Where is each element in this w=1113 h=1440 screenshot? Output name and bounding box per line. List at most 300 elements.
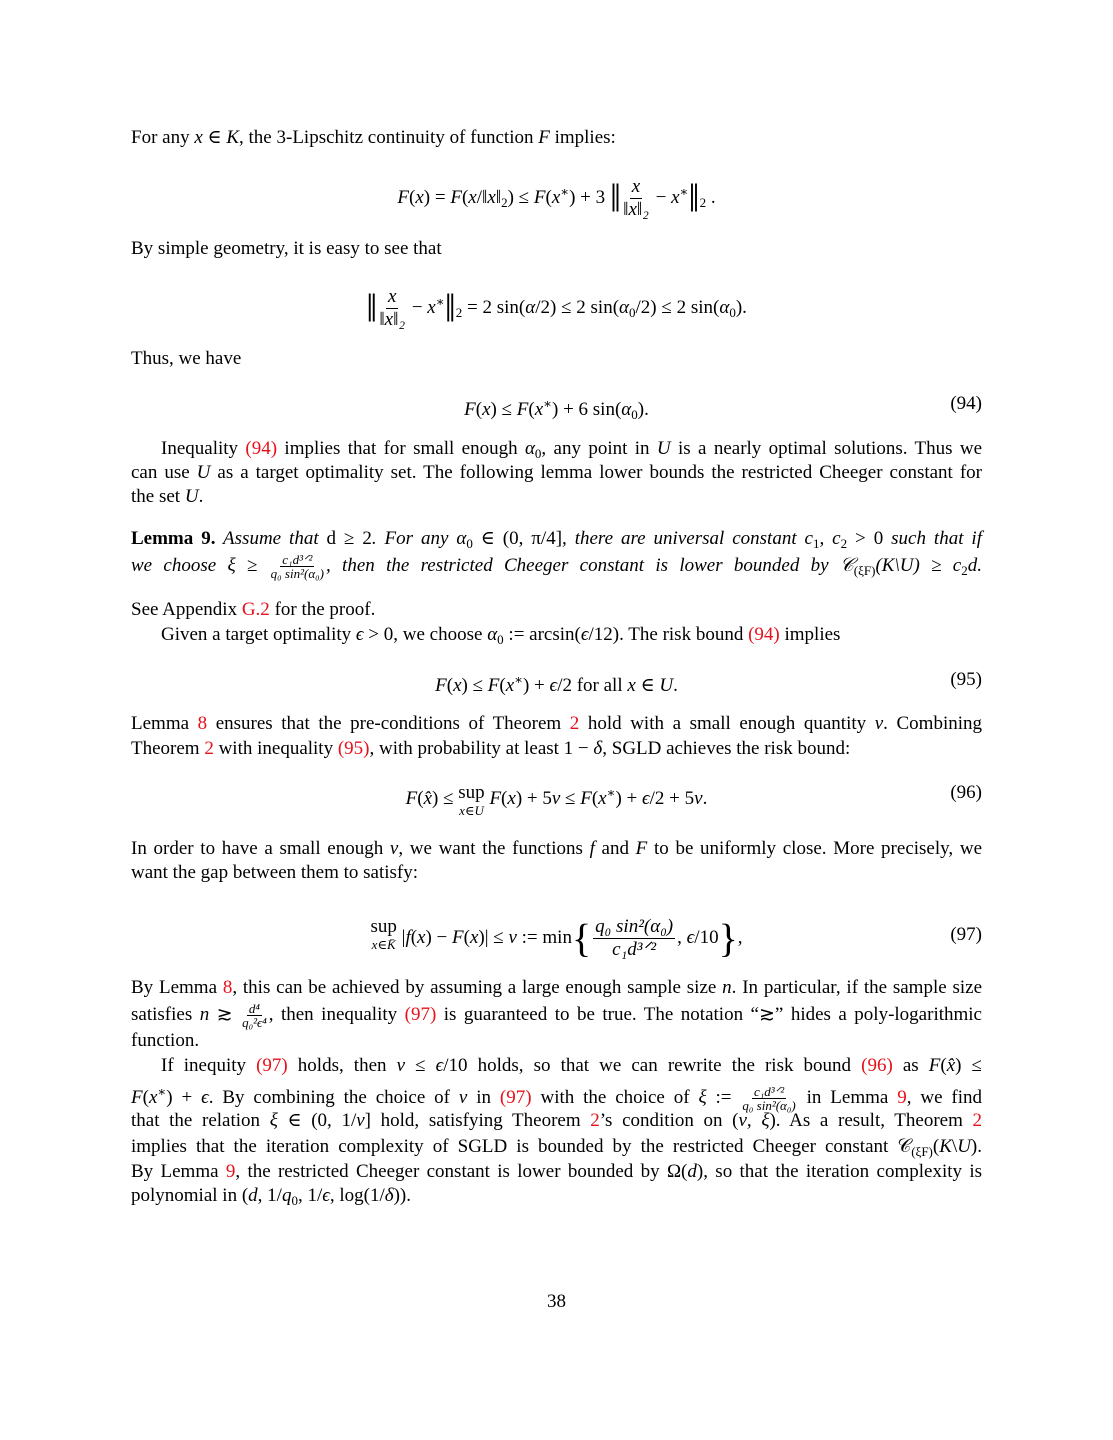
fraction-numerator: q₀ sin²(α₀) (595, 916, 674, 937)
text: Lemma (131, 713, 198, 734)
text: /10 (694, 926, 719, 948)
math-text: ϵ (549, 675, 558, 696)
math-text: F (489, 788, 502, 809)
text: ) + 3 (569, 186, 610, 208)
text-line (131, 599, 982, 621)
cross-reference-link[interactable]: 2 (569, 713, 580, 734)
text: By simple geometry, it is easy to see that (131, 238, 442, 259)
text: ∈ (202, 127, 227, 148)
text: polynomial in ( (131, 1185, 249, 1206)
text: ) = (423, 186, 451, 208)
math-text: K (226, 127, 240, 148)
equation-number: (97) (950, 924, 982, 945)
fraction-denominator: q₀ sin²(α₀) (270, 566, 324, 581)
text: implies (779, 624, 841, 645)
math-text: F (487, 675, 500, 696)
fraction (379, 286, 405, 331)
math-text: ϵ (580, 624, 589, 645)
text: )| ≤ (478, 926, 509, 948)
math-text: ν (551, 788, 561, 809)
cross-reference-link[interactable]: 2 (590, 1110, 600, 1131)
fraction-denominator: ‖x‖₂ (379, 309, 406, 330)
fraction-denominator: ‖x‖₂ (623, 199, 649, 220)
text: ). As a result, Theorem (769, 1110, 973, 1131)
math-text: x (671, 186, 680, 208)
math-text: x (487, 186, 496, 208)
cross-reference-link[interactable]: (97) (404, 1003, 437, 1025)
text: . (673, 675, 678, 696)
math-text: c (804, 528, 813, 549)
text-line (131, 1185, 982, 1212)
fraction-numerator: d⁴ (248, 1001, 260, 1016)
bold-label: Lemma 9. (131, 528, 216, 549)
math-text: α (619, 296, 630, 318)
math-text: x (194, 127, 203, 148)
text: − (407, 296, 428, 318)
text: ) + 6 sin( (552, 399, 622, 420)
fraction (271, 553, 324, 580)
superscript: ∗ (543, 396, 552, 411)
text: \ (951, 1136, 958, 1157)
delimiter: ‖ (444, 285, 456, 331)
text: , log(1/ (329, 1185, 385, 1206)
text: implies: (549, 127, 616, 148)
cross-reference-link[interactable]: (97) (256, 1055, 288, 1076)
text: ( (461, 186, 469, 208)
text: ∈ (635, 675, 660, 696)
operator-subscript: x∈U (459, 803, 484, 818)
display-equation (131, 669, 982, 697)
text: satisfies (131, 1003, 200, 1025)
delimiter: { (571, 915, 592, 961)
math-text: x̂ (423, 788, 433, 809)
math-text: ν (694, 788, 703, 809)
math-text: , then the restricted Cheeger constant is lower bounded by 𝒞 (326, 554, 854, 576)
text: − (650, 186, 672, 208)
text: , (737, 926, 743, 948)
math-text: F (635, 838, 648, 859)
math-text: F (435, 675, 447, 696)
cross-reference-link[interactable]: 2 (972, 1110, 983, 1131)
math-text: , c (819, 528, 841, 549)
math-text: ν (874, 713, 884, 734)
text: want the gap between them to satisfy: (131, 862, 419, 883)
equation-body (370, 915, 743, 961)
equation-number: (94) (950, 393, 982, 414)
text: If inequity (161, 1055, 257, 1076)
math-text: U (656, 438, 671, 459)
text: ). (735, 296, 747, 318)
text-line (131, 1030, 982, 1052)
text-line (131, 624, 982, 651)
math-text: ν, ξ (738, 1110, 770, 1131)
subscript: 1 (812, 536, 820, 551)
cross-reference-link[interactable]: 8 (197, 713, 208, 734)
text: ), so that the iteration complexity is (696, 1161, 982, 1182)
cross-reference-link[interactable]: (95) (337, 738, 370, 759)
math-text: δ (593, 738, 603, 759)
text: ) + (522, 675, 550, 696)
math-text: F (580, 788, 592, 809)
math-text: x (148, 1087, 158, 1108)
math-text: U (957, 1136, 971, 1157)
text-line (131, 977, 982, 999)
text: ensures that the pre-conditions of Theorem (207, 713, 570, 734)
math-text: F (533, 186, 546, 208)
text: , (677, 926, 687, 948)
equation-body (464, 396, 649, 422)
superscript: ∗ (560, 183, 570, 199)
text: ( (446, 675, 454, 696)
equation-body (366, 285, 747, 331)
text-line (131, 1110, 982, 1132)
math-text: . For any (371, 528, 457, 549)
math-text: x (468, 186, 477, 208)
text: ( (932, 1136, 940, 1157)
text: , any point in (541, 438, 657, 459)
cross-reference-link[interactable]: 9 (225, 1161, 236, 1182)
subscript: 0 (729, 304, 736, 320)
text: ’s condition on ( (599, 1110, 739, 1131)
text-line (131, 862, 982, 884)
text: /2) ≤ 2 sin( (535, 296, 620, 318)
text: Given a target optimality (161, 624, 356, 645)
text: ( (475, 399, 483, 420)
math-text: U (184, 486, 199, 507)
text: /2) ≤ 2 sin( (635, 296, 720, 318)
display-equation (131, 393, 982, 426)
math-text: F (131, 1087, 143, 1108)
subscript: 0 (631, 407, 638, 422)
delimiter: } (718, 915, 738, 961)
display-equation (131, 176, 982, 221)
page-number: 38 (547, 1291, 566, 1312)
text: to be uniformly close. More precisely, we (647, 838, 982, 859)
math-text: F (538, 127, 550, 148)
math-text: α (456, 528, 467, 549)
math-text: K (939, 1136, 952, 1157)
text: , we find (906, 1087, 983, 1108)
text-line (131, 486, 982, 508)
cross-reference-link[interactable]: G.2 (241, 599, 270, 620)
subscript: 2 (501, 194, 508, 210)
text: as a target optimality set. The following lemma lower bounds the restricted Cheeger constant for (210, 462, 982, 483)
text: , then inequality (268, 1003, 405, 1025)
fraction (242, 1002, 267, 1029)
equation-body (435, 672, 678, 696)
math-text: ϵ (201, 1087, 209, 1108)
fraction-denominator: c₁d³ᐟ² (612, 939, 657, 960)
text-line (131, 238, 982, 260)
text: as (892, 1055, 929, 1076)
operator: sup (458, 782, 485, 803)
math-text: x̂ (946, 1055, 956, 1076)
math-text: ν (356, 1110, 365, 1131)
delimiter: ‖ (366, 285, 378, 331)
math-text: ϵ (686, 926, 695, 948)
math-text: x (627, 675, 636, 696)
display-equation (131, 286, 982, 331)
text: ( (940, 1055, 947, 1076)
text: d ≥ 2 (326, 528, 372, 549)
text: in (467, 1087, 500, 1108)
math-text: x (417, 926, 426, 948)
text-line (131, 1081, 982, 1112)
cross-reference-link[interactable]: (96) (861, 1055, 893, 1076)
text: ( (501, 788, 508, 809)
text: , with probability at least 1 − (369, 738, 594, 759)
math-text: U (196, 462, 211, 483)
text: , SGLD achieves the risk bound: (602, 738, 851, 759)
math-text: ϵ (355, 624, 364, 645)
fraction-numerator: x (387, 286, 397, 307)
math-text: x (453, 675, 462, 696)
math-text: q (281, 1185, 292, 1206)
text: /‖ (476, 186, 488, 208)
text: See Appendix (131, 599, 242, 620)
text: | (396, 926, 406, 948)
text: that the relation (131, 1110, 270, 1131)
text-line (131, 738, 982, 760)
text: ≤ (560, 788, 581, 809)
text: the set (131, 486, 185, 507)
text: /12). The risk bound (588, 624, 749, 645)
text: ( (417, 788, 424, 809)
text: = 2 sin( (462, 296, 526, 318)
math-text: ξ (269, 1110, 278, 1131)
math-text: ν (458, 1087, 468, 1108)
math-text: x (598, 788, 607, 809)
operator-with-limits (458, 782, 484, 818)
math-text: (K\U) ≥ c (875, 554, 962, 576)
fraction-numerator: c₁d³ᐟ² (282, 552, 313, 567)
text: . (706, 186, 716, 208)
text: ( (463, 926, 470, 948)
math-text: n (199, 1003, 210, 1025)
superscript: ∗ (514, 672, 523, 687)
equation-number: (96) (950, 782, 982, 803)
math-text: f (405, 926, 411, 948)
text: and (594, 838, 636, 859)
display-equation (131, 916, 982, 961)
text: implies that the iteration complexity of SGLD is bounded by the restricted Cheeger constant 𝒞 (131, 1136, 912, 1157)
math-text: α (525, 296, 536, 318)
text: . Combining (883, 713, 983, 734)
text: By Lemma (131, 977, 223, 998)
superscript: ∗ (606, 785, 616, 800)
text: . By combining the choice of (208, 1087, 459, 1108)
math-text: ϵ (642, 788, 650, 809)
math-text: U (659, 675, 674, 696)
cross-reference-link[interactable]: 8 (222, 977, 233, 998)
math-text: x (469, 926, 479, 948)
text: ( (499, 675, 506, 696)
cross-reference-link[interactable]: 9 (897, 1087, 907, 1108)
text-line (131, 713, 982, 735)
math-text: ν (389, 838, 399, 859)
text-line (131, 127, 982, 149)
text: ) + (615, 788, 642, 809)
fraction-numerator: c₁d³ᐟ² (754, 1084, 785, 1100)
text: /2 for all (557, 675, 628, 696)
subscript: (ξF) (853, 562, 876, 578)
math-text: α (621, 399, 632, 420)
math-text: ν (396, 1055, 406, 1076)
text: holds, then (287, 1055, 397, 1076)
math-text: ν (508, 926, 517, 948)
subscript: 0 (291, 1193, 298, 1208)
superscript: ∗ (435, 293, 445, 309)
fraction-numerator: x (631, 176, 641, 197)
text: := (706, 1087, 741, 1108)
operator: sup (370, 916, 397, 937)
math-text: F (397, 186, 410, 208)
text: )). (393, 1185, 412, 1206)
math-text: d (687, 1161, 697, 1182)
subscript: 0 (534, 446, 542, 461)
text-line (131, 348, 982, 370)
math-text: x (551, 186, 561, 208)
equation-body (405, 782, 708, 818)
text: ∈ (0, π/4] (472, 528, 563, 549)
math-text: F (516, 399, 529, 420)
math-text: x (415, 186, 424, 208)
math-text: x (427, 296, 436, 318)
text-line (131, 438, 982, 465)
fraction (742, 1085, 795, 1112)
subscript: 0 (497, 632, 504, 647)
text: , 1/ (297, 1185, 323, 1206)
text: ). (970, 1136, 982, 1157)
subscript: 2 (840, 536, 848, 551)
text: , the restricted Cheeger constant is lower bounded by Ω( (235, 1161, 688, 1182)
text: , this can be achieved by assuming a large enough sample size (232, 977, 723, 998)
text-line (131, 1161, 982, 1183)
text: ) + (166, 1087, 202, 1108)
math-text: α (487, 624, 498, 645)
text: By Lemma (131, 1161, 226, 1182)
text: ] hold, satisfying Theorem (364, 1110, 591, 1131)
fraction-denominator: q₀²ϵ⁴ (242, 1015, 267, 1030)
math-text: , there are universal constant (562, 528, 805, 549)
math-text: n (722, 977, 732, 998)
text: ). (637, 399, 649, 420)
delimiter: ‖ (688, 175, 700, 221)
text: ≤ (405, 1055, 436, 1076)
text: , the 3-Lipschitz continuity of function (239, 127, 539, 148)
subscript: (ξF) (911, 1144, 933, 1159)
math-text: F (464, 399, 476, 420)
cross-reference-link[interactable]: 2 (204, 738, 214, 759)
text: := min (516, 926, 572, 948)
text-line (131, 528, 982, 555)
text-line (131, 462, 982, 484)
cross-reference-link[interactable]: (94) (245, 438, 278, 459)
text-line (131, 838, 982, 860)
equation-number: (95) (950, 669, 982, 690)
text: ) ≤ (955, 1055, 982, 1076)
text: In order to have a small enough (131, 838, 390, 859)
operator-with-limits (370, 916, 396, 952)
text: , we want the functions (398, 838, 590, 859)
text: . (702, 788, 708, 809)
subscript: 2 (961, 562, 968, 578)
text-line (131, 1002, 982, 1029)
math-text: δ (384, 1185, 394, 1206)
math-text: F (405, 788, 418, 809)
fraction-denominator: q₀ sin²(α₀) (742, 1098, 796, 1114)
text: for the proof. (269, 599, 376, 620)
text: is a nearly optimal solutions. Thus we (670, 438, 983, 459)
text-line (131, 553, 982, 582)
text: in Lemma (797, 1087, 898, 1108)
math-text: ϵ (322, 1185, 330, 1206)
math-text: ϵ (435, 1055, 444, 1076)
text: ) + 5 (515, 788, 552, 809)
operator-subscript: x∈K̄ (371, 937, 396, 952)
text: Inequality (161, 438, 246, 459)
text: ( (528, 399, 535, 420)
text: . In particular, if the sample size (731, 977, 983, 998)
text: Theorem (131, 738, 205, 759)
text: > 0, we choose (363, 624, 488, 645)
text: . (198, 486, 204, 507)
math-text: F (450, 186, 462, 208)
math-text: F (928, 1055, 941, 1076)
cross-reference-link[interactable]: (97) (499, 1087, 532, 1108)
text: ≳ (209, 1003, 241, 1025)
math-text: f (589, 838, 595, 859)
math-text: ξ (698, 1087, 707, 1108)
text: ) ≤ (490, 399, 517, 420)
text: ( (591, 788, 599, 809)
text-line (131, 1136, 982, 1163)
text: implies that for small enough (277, 438, 525, 459)
math-text: x (534, 399, 544, 420)
text: /2 + 5 (649, 788, 695, 809)
math-text: α (524, 438, 535, 459)
text: ( (409, 186, 416, 208)
text: > 0 (847, 528, 884, 549)
text: ) ≤ (432, 788, 459, 809)
math-text: d. (967, 554, 982, 576)
math-text: x (507, 788, 516, 809)
superscript: ∗ (157, 1084, 167, 1099)
subscript: 0 (629, 304, 636, 320)
text: ) − (425, 926, 453, 948)
text: ( (142, 1087, 149, 1108)
text: ) ≤ (461, 675, 488, 696)
text: ‖ (495, 186, 502, 208)
math-text: α (719, 296, 730, 318)
math-text: x (505, 675, 515, 696)
display-equation (131, 782, 982, 818)
subscript: 2 (699, 194, 707, 210)
cross-reference-link[interactable]: (94) (748, 624, 780, 645)
text: /10 holds, so that we can rewrite the risk bound (443, 1055, 862, 1076)
math-text: Assume that (215, 528, 327, 549)
text: := arcsin( (503, 624, 581, 645)
text: with inequality (213, 738, 338, 759)
math-text: x (482, 399, 491, 420)
subscript: 2 (455, 304, 463, 320)
fraction (623, 176, 649, 221)
text: can use (131, 462, 197, 483)
text: hold with a small enough quantity (579, 713, 875, 734)
text: function. (131, 1030, 200, 1051)
math-text: d (248, 1185, 258, 1206)
text: ) ≤ (507, 186, 534, 208)
